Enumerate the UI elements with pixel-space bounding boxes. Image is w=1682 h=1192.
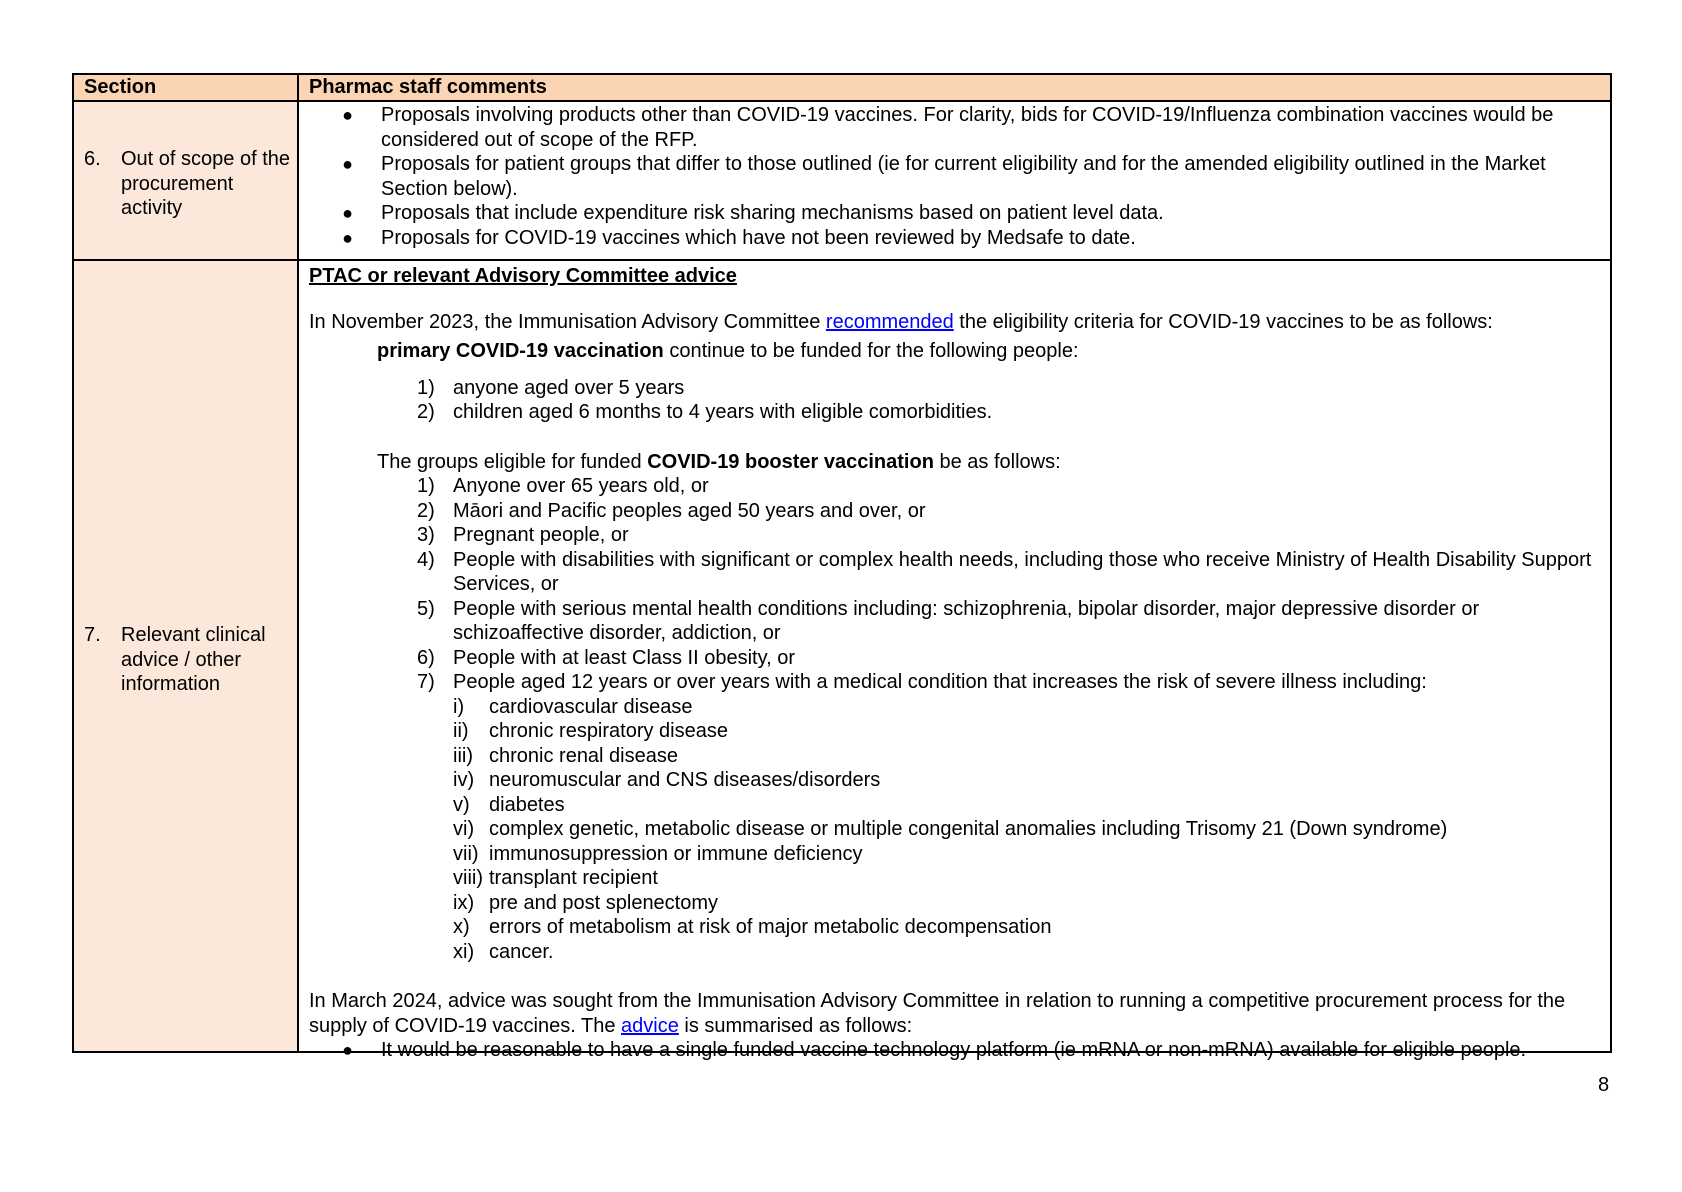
condition-item: vi) complex genetic, metabolic disease or multiple congenital anomalies including Trisomy 21 (Down syndrome): [453, 818, 1448, 840]
primary-intro: primary COVID-19 vaccination continue to be funded for the following people:: [377, 340, 1079, 362]
section-title: Relevant clinical advice / other information: [121, 624, 266, 695]
section-cell: [74, 261, 299, 1051]
header-comments: Pharmac staff comments: [309, 76, 547, 98]
bullet-icon: ●: [342, 203, 353, 223]
list-item: 2) children aged 6 months to 4 years with eligible comorbidities.: [417, 401, 993, 423]
list-item: 5) People with serious mental health conditions including: schizophrenia, bipolar disorder, major depressive disorder or schizoaffective disorder, addiction, or: [417, 597, 1480, 644]
comments-table: [72, 73, 1612, 1061]
list-item: ● Proposals for patient groups that differ to those outlined (ie for current eligibility and for the amended eligibility outlined in the Market Section below).: [309, 152, 1602, 201]
table-row-7: [74, 259, 1610, 1061]
table-row-6: [74, 100, 1610, 259]
bullet-icon: ●: [342, 154, 353, 174]
november-paragraph: In November 2023, the Immunisation Advisory Committee recommended the eligibility criteria for COVID-19 vaccines to be as follows:: [309, 310, 1493, 333]
list-item: 6) People with at least Class II obesity, or: [417, 646, 796, 669]
list-item: 3) Pregnant people, or: [417, 524, 629, 546]
condition-item: ix) pre and post splenectomy: [453, 891, 719, 914]
condition-item: iii) chronic renal disease: [453, 744, 678, 767]
condition-item: ii) chronic respiratory disease: [453, 720, 728, 742]
section-number: 6.: [84, 148, 101, 170]
condition-item: viii) transplant recipient: [453, 867, 658, 889]
advice-link[interactable]: advice: [621, 1014, 679, 1037]
list-item: 1) anyone aged over 5 years: [417, 376, 685, 399]
bullet-icon: ●: [342, 1040, 353, 1060]
condition-item: vii) immunosuppression or immune deficiency: [453, 842, 863, 865]
booster-intro: The groups eligible for funded COVID-19 booster vaccination be as follows:: [377, 450, 1061, 473]
list-item: 2) Māori and Pacific peoples aged 50 years and over, or: [417, 499, 926, 522]
section-label: [84, 147, 291, 221]
condition-item: x) errors of metabolism at risk of major metabolic decompensation: [453, 916, 1052, 938]
list-item: 4) People with disabilities with significant or complex health needs, including those who receive Ministry of Health Disability Support Services, or: [417, 548, 1592, 595]
list-item: ● Proposals involving products other than COVID-19 vaccines. For clarity, bids for COVID-19/Influenza combination vaccines would be considered out of scope of the RFP.: [309, 103, 1602, 152]
list-item: ● Proposals for COVID-19 vaccines which have not been reviewed by Medsafe to date.: [309, 226, 1602, 251]
header-section: Section: [74, 75, 299, 100]
table-header-row: [74, 75, 1610, 100]
list-item: ● It would be reasonable to have a single funded vaccine technology platform (ie mRNA or non-mRNA) available for eligible people.: [309, 1038, 1602, 1063]
comments-cell: [299, 102, 1610, 259]
list-item: ● Proposals that include expenditure risk sharing mechanisms based on patient level data.: [309, 201, 1602, 226]
bullet-icon: ●: [342, 105, 353, 125]
list-item: 1) Anyone over 65 years old, or: [417, 475, 709, 497]
list-item: 7) People aged 12 years or over years with a medical condition that increases the risk of severe illness including:: [417, 671, 1427, 693]
section-number: 7.: [84, 624, 101, 646]
section-label: [84, 623, 291, 697]
condition-item: iv) neuromuscular and CNS diseases/disorders: [453, 769, 881, 791]
condition-item: i) cardiovascular disease: [453, 695, 693, 718]
comments-cell: [299, 261, 1610, 1061]
condition-item: xi) cancer.: [453, 940, 554, 963]
section-cell: [74, 102, 299, 259]
bullet-icon: ●: [342, 227, 353, 248]
march-paragraph: In March 2024, advice was sought from the Immunisation Advisory Committee in relation to running a competitive procurement process for the supply of COVID-19 vaccines. The advice is summarised as follows:: [309, 990, 1566, 1037]
condition-item: v) diabetes: [453, 793, 565, 816]
page-number: 8: [1598, 1074, 1610, 1096]
section-title: Out of scope of the procurement activity: [121, 148, 290, 219]
recommended-link[interactable]: recommended: [825, 310, 954, 333]
advisory-heading: PTAC or relevant Advisory Committee advice: [309, 265, 737, 287]
